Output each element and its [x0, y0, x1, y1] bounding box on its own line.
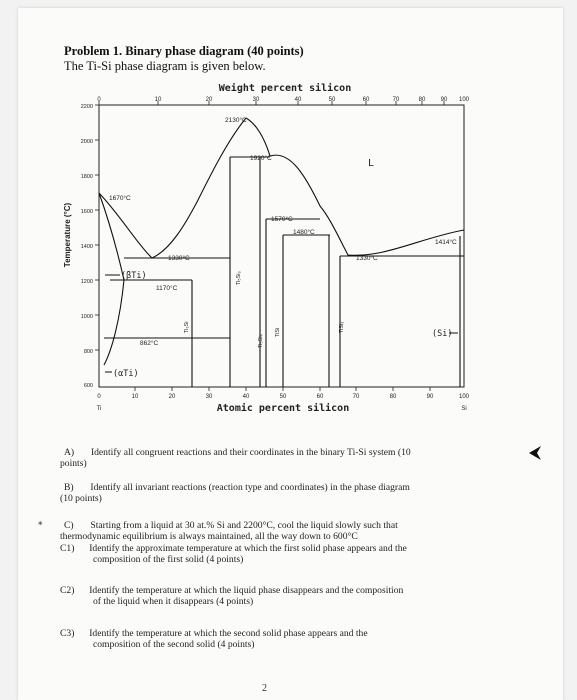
question-b-text-continued: (10 points) — [60, 493, 102, 504]
x-tick: 80 — [389, 394, 397, 400]
x-tick: 0 — [97, 394, 101, 400]
x-axis-title: Atomic percent silicon — [216, 403, 350, 414]
question-c-text-continued: thermodynamic equilibrium is always maintained, all the way down to 600°C — [60, 531, 358, 542]
y-tick: 2000 — [80, 139, 93, 145]
y-tick: 1200 — [80, 279, 93, 285]
margin-mark: ✴ — [37, 519, 44, 528]
x-tick: 60 — [316, 394, 324, 400]
top-tick: 80 — [418, 97, 426, 103]
x-end-si: Si — [461, 406, 467, 412]
y-tick: 2200 — [80, 104, 93, 110]
top-tick: 100 — [458, 97, 470, 103]
question-a-text: Identify all congruent reactions and their coordinates in the binary Ti-Si system (10 — [90, 447, 411, 458]
x-tick: 100 — [458, 394, 470, 400]
question-c1-text: Identify the approximate temperature at which the first solid phase appears and the — [89, 543, 407, 554]
question-c-label: C) — [64, 520, 74, 531]
label-1920: 1920°C — [250, 155, 272, 162]
top-tick: 90 — [440, 97, 448, 103]
question-c1-text-continued: composition of the first solid (4 points) — [93, 554, 244, 565]
x-end-ti: Ti — [96, 406, 102, 412]
label-1480: 1480°C — [293, 229, 315, 236]
label-1170: 1170°C — [156, 285, 178, 292]
x-tick: 70 — [352, 394, 360, 400]
label-tisi2: TiSi₂ — [339, 321, 345, 333]
x-tick: 30 — [205, 394, 213, 400]
label-alpha-ti: (αTi) — [113, 369, 139, 379]
top-tick: 70 — [392, 97, 400, 103]
top-tick: 0 — [97, 97, 101, 103]
question-c-text: Starting from a liquid at 30 at.% Si and 2200°C, cool the liquid slowly such that — [90, 520, 398, 531]
label-ti5si3: Ti₅Si₃ — [236, 271, 242, 285]
top-axis-title: Weight percent silicon — [218, 83, 352, 94]
liquidus-right — [246, 118, 464, 255]
question-b-label: B) — [64, 482, 74, 493]
question-a-label: A) — [64, 447, 75, 458]
label-1670: 1670°C — [109, 195, 131, 202]
question-c2-label: C2) — [60, 585, 75, 596]
label-ti3si: Ti₃Si — [184, 321, 190, 333]
question-c2-text: Identify the temperature at which the liquid phase disappears and the composition — [89, 585, 404, 596]
question-c2-text-continued: of the liquid when it disappears (4 points) — [93, 596, 254, 607]
label-liquid: L — [368, 158, 375, 169]
question-c1-label: C1) — [60, 543, 75, 554]
top-tick: 10 — [154, 97, 162, 103]
y-tick: 1800 — [80, 174, 93, 180]
label-1330-right: 1330°C — [356, 255, 378, 262]
x-tick: 90 — [426, 394, 434, 400]
top-tick: 40 — [294, 97, 302, 103]
y-tick: 1600 — [80, 209, 93, 215]
question-a-text-continued: points) — [60, 458, 87, 469]
x-tick: 10 — [131, 394, 139, 400]
top-tick: 50 — [328, 97, 336, 103]
label-862: 862°C — [140, 340, 159, 347]
top-tick: 20 — [205, 97, 213, 103]
x-tick: 20 — [168, 394, 176, 400]
problem-title: Problem 1. Binary phase diagram (40 points) — [64, 44, 304, 58]
top-tick: 30 — [252, 97, 260, 103]
question-c3-text-continued: composition of the second solid (4 points) — [93, 639, 255, 650]
question-c3-text: Identify the temperature at which the second solid phase appears and the — [89, 628, 368, 639]
top-tick: 60 — [362, 97, 370, 103]
liquidus-left — [99, 118, 246, 258]
problem-subtitle: The Ti-Si phase diagram is given below. — [64, 59, 266, 73]
y-tick: 1000 — [80, 314, 93, 320]
label-tisi: TiSi — [275, 327, 281, 337]
y-tick: 800 — [83, 349, 93, 355]
mouse-pointer-icon — [529, 446, 541, 460]
y-axis-title: Temperature (°C) — [63, 202, 72, 268]
label-1414: 1414°C — [435, 239, 457, 246]
y-tick: 600 — [83, 383, 93, 389]
label-si-phase: (Si) — [432, 329, 453, 339]
page-number: 2 — [262, 683, 267, 694]
x-tick: 50 — [279, 394, 287, 400]
label-beta-ti: (βTi) — [121, 271, 147, 281]
question-b-text: Identify all invariant reactions (reaction type and coordinates) in the phase diagram — [90, 482, 410, 493]
label-2130: 2130°C — [225, 117, 247, 124]
label-ti5si4-compound: Ti₅Si₄ — [258, 334, 264, 348]
y-tick: 1400 — [80, 244, 93, 250]
label-1330-left: 1330°C — [168, 255, 190, 262]
question-c3-label: C3) — [60, 628, 75, 639]
x-tick: 40 — [242, 394, 250, 400]
label-1570: 1570°C — [271, 216, 293, 223]
